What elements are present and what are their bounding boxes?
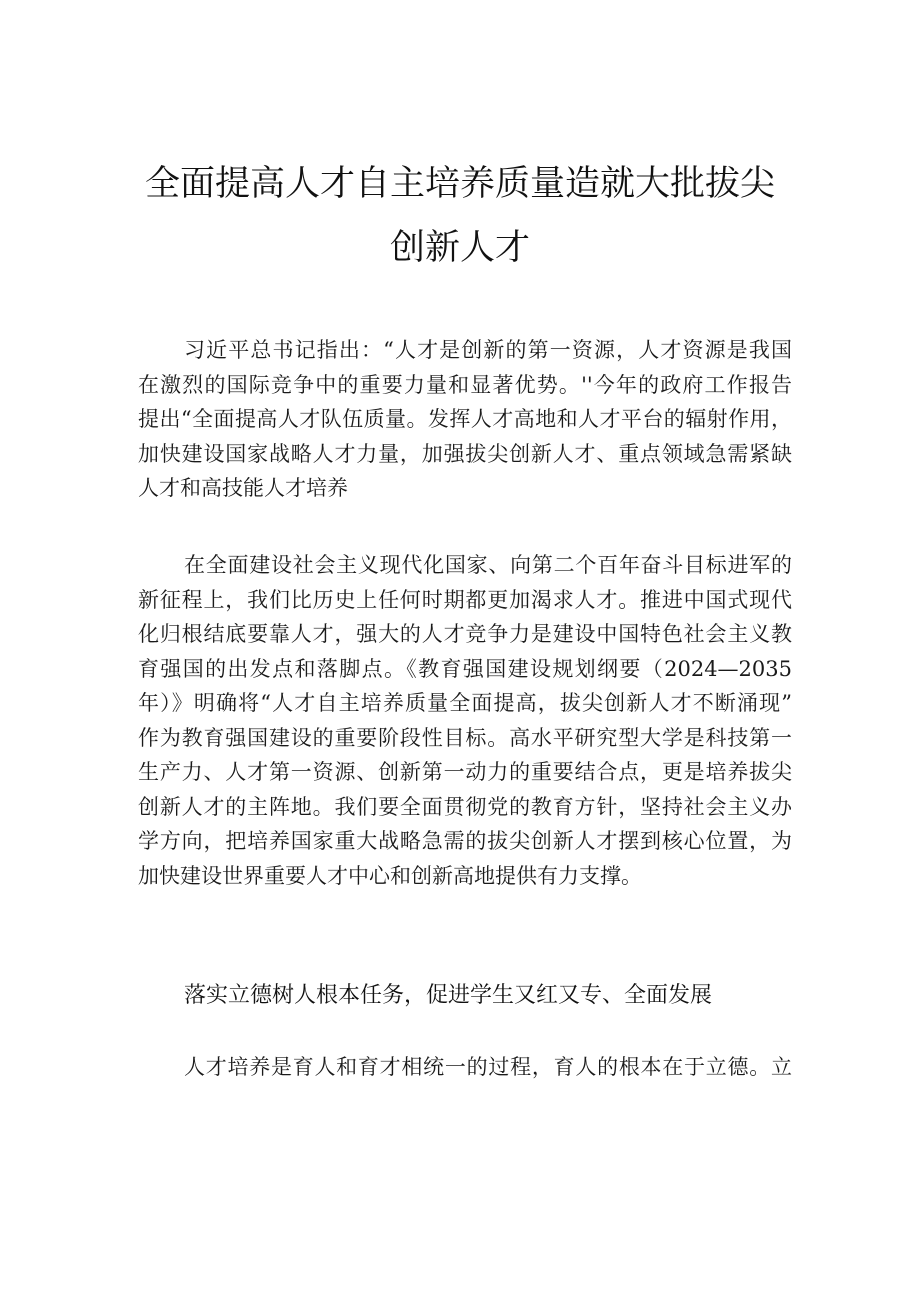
paragraph-1-line-3: 提出“全面提高人才队伍质量。发挥人才高地和人才平台的辐射作用，	[138, 407, 792, 431]
paragraph-1-line-4: 加快建设国家战略人才力量，加强拔尖创新人才、重点领域急需紧缺	[138, 441, 792, 466]
paragraph-2-line-10: 加快建设世界重要人才中心和创新高地提供有力支撑。	[138, 863, 642, 888]
paragraph-2-line-8: 创新人才的主阵地。我们要全面贯彻党的教育方针，坚持社会主义办	[138, 794, 792, 819]
paragraph-1-line-5: 人才和高技能人才培养	[138, 476, 348, 500]
document-title-line-1: 全面提高人才自主培养质量造就大批拔尖	[144, 164, 775, 204]
paragraph-2-line-9: 学方向，把培养国家重大战略急需的拔尖创新人才摆到核心位置，为	[138, 829, 792, 853]
paragraph-2-line-6: 作为教育强国建设的重要阶段性目标。高水平研究型大学是科技第一	[138, 725, 792, 750]
paragraph-2-line-1: 在全面建设社会主义现代化国家、向第二个百年奋斗目标进军的	[184, 553, 792, 577]
paragraph-3	[138, 1050, 792, 1085]
paragraph-2-line-2: 新征程上，我们比历史上任何时期都更加渴求人才。推进中国式现代	[138, 587, 792, 612]
paragraph-2-line-4: 育强国的出发点和落脚点。《教育强国建设规划纲要（2024—2035	[138, 656, 792, 681]
paragraph-1	[138, 333, 792, 506]
section-heading: 落实立德树人根本任务，促进学生又红又专、全面发展	[184, 983, 713, 1008]
paragraph-1-line-1: 习近平总书记指出：“人才是创新的第一资源，人才资源是我国	[184, 338, 792, 362]
paragraph-2	[138, 548, 792, 893]
document-title-line-2: 创新人才	[389, 228, 530, 268]
paragraph-2-line-7: 生产力、人才第一资源、创新第一动力的重要结合点，更是培养拔尖	[138, 760, 792, 784]
paragraph-3-line-1: 人才培养是育人和育才相统一的过程，育人的根本在于立德。立	[184, 1055, 792, 1079]
paragraph-2-line-3: 化归根结底要靠人才，强大的人才竞争力是建设中国特色社会主义教	[138, 622, 792, 646]
paragraph-2-line-5: 年）》明确将“人才自主培养质量全面提高，拔尖创新人才不断涌现”	[138, 691, 792, 715]
paragraph-1-line-2: 在激烈的国际竞争中的重要力量和显著优势。''今年的政府工作报告	[138, 372, 792, 397]
